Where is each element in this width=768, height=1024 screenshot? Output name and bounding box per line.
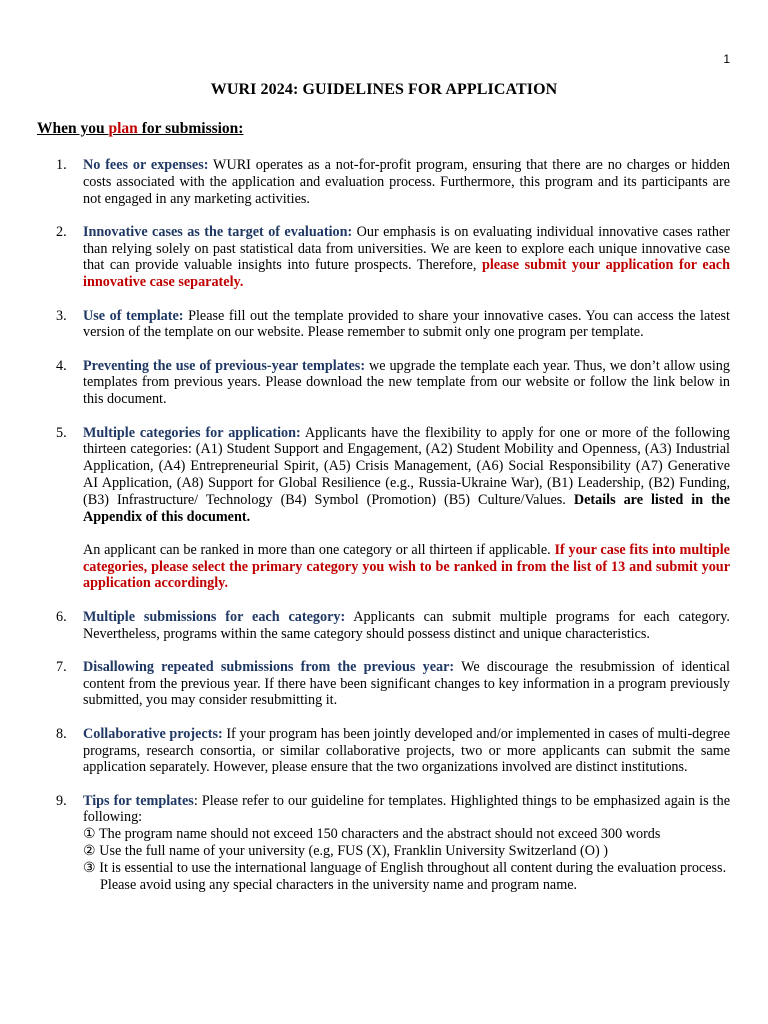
item-text: We discourage the resubmission of identical content from the previous year. If there have been significant changes to key information in a program previously submitted, you may consider resubmitting it. [83,658,730,709]
guideline-item-9 [0,793,768,894]
document-title: WURI 2024: GUIDELINES FOR APPLICATION [210,81,558,98]
tip-item: ③ It is essential to use the international language of English throughout all content during the evaluation process. Please avoid using any special characters in the university name and program name. [83,859,727,893]
item-text: Applicants have the flexibility to apply for one or more of the following thirteen categories: (A1) Student Support and Engagement, (A2) Student Mobility and Openness, (A3) Industrial Application, (A4) Entrepreneurial Spirit, (A5) Crisis Management, (A6) Social Responsibility (A7) Generative AI Application, (A8) Support for Global Resilience (e.g., Russia-Ukraine War), (B1) Leadership, (B2) Funding, (B3) Infrastructure/ Technology (B4) Symbol (Promotion) (B5) Culture/Values. [83,424,730,508]
item-label: Preventing the use of previous-year templates: [83,357,366,374]
guidelines-list [0,157,768,910]
section-heading [37,120,243,138]
guideline-item-3 [0,308,768,342]
item-number: 1. [56,157,67,173]
tip-item: ② Use the full name of your university (e.g, FUS (X), Franklin University Switzerland (O) ) [83,843,608,859]
item-sub-text: An applicant can be ranked in more than one category or all thirteen if applicable. [83,541,555,558]
item-label: Tips for templates [83,792,194,809]
section-heading-after: for submission: [137,120,244,137]
item-text: Applicants can submit multiple programs for each category. Nevertheless, programs within the same category should possess distinct and unique characteristics. [83,608,730,642]
item-label: Disallowing repeated submissions from the previous year: [83,658,455,675]
item-text: WURI operates as a not-for-profit program, ensuring that there are no charges or hidden costs associated with the application and evaluation process. Furthermore, this program and its participants are not engaged in any marketing activities. [83,157,730,207]
item-sub-emphasis: If your case fits into multiple categories, please select the primary category you wish to be ranked in from the list of 13 and submit your application accordingly. [83,541,730,592]
item-label: Multiple categories for application: [83,424,301,441]
tip-item: ① The program name should not exceed 150 characters and the abstract should not exceed 300 words [83,826,661,843]
item-number: 8. [56,725,67,742]
section-heading-before: When you [37,120,109,137]
guideline-item-7 [0,659,768,709]
item-number: 4. [56,357,67,374]
item-number: 6. [56,608,67,625]
guideline-item-2 [0,224,768,291]
item-bold-note: Details are listed in the Appendix of this document. [83,491,730,525]
guideline-item-1 [0,157,768,207]
item-text: Our emphasis is on evaluating individual innovative cases rather than relying solely on past statistical data from universities. We are keen to explore each unique innovative case that can provide valuable insights into future prospects. Therefore, [83,223,731,274]
item-text: Please fill out the template provided to share your innovative cases. You can access the latest version of the template on our website. Please remember to submit only one program per template. [83,307,730,341]
page-number: 1 [723,52,730,66]
item-text: we upgrade the template each year. Thus, we don’t allow using templates from previous years. Please download the new template from our website or follow the link below in this document. [83,357,730,408]
guideline-item-5 [0,425,768,593]
item-emphasis: please submit your application for each innovative case separately. [83,257,730,291]
guideline-item-4 [0,358,768,408]
item-number: 5. [56,424,67,441]
section-heading-highlight: plan [108,120,138,137]
item-number: 2. [56,223,67,240]
item-label: Multiple submissions for each category: [83,608,346,625]
guideline-item-8 [0,726,768,776]
item-text: If your program has been jointly developed and/or implemented in cases of multi-degree programs, research consortia, or similar collaborative projects, two or more applicants can submit the same application separately. However, please ensure that the two organizations involved are distinct institutions. [83,725,730,776]
item-number: 9. [56,792,67,809]
item-label: Use of template: [83,307,184,324]
item-number: 3. [56,307,67,324]
item-text: : Please refer to our guideline for templates. Highlighted things to be emphasized again is the following: [83,792,731,826]
item-number: 7. [56,658,67,675]
item-label: No fees or expenses: [83,157,209,173]
guideline-item-6 [0,609,768,643]
item-label: Innovative cases as the target of evaluation: [83,223,353,240]
item-label: Collaborative projects: [83,725,223,742]
